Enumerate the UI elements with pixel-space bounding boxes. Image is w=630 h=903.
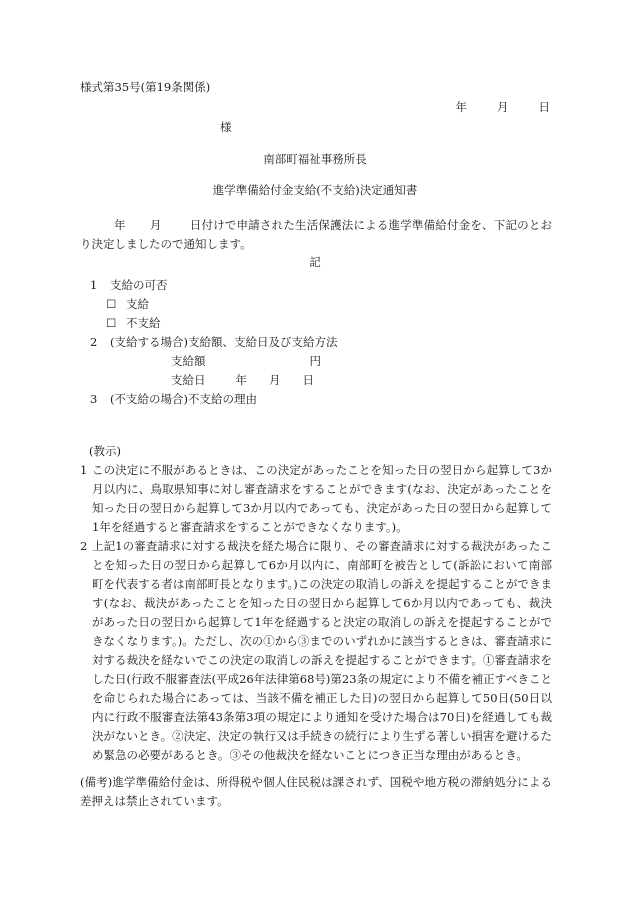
item-3-label: (不支給の場合)不支給の理由 [110, 392, 257, 406]
document-title: 進学準備給付金支給(不支給)決定通知書 [212, 183, 418, 197]
intro-year: 年 [114, 218, 126, 232]
paydate-year: 年 [235, 373, 247, 387]
issuer: 南部町福祉事務所長 [263, 152, 367, 166]
notice-paragraph-1 [80, 461, 552, 537]
item-1-label: 支給の可否 [110, 278, 168, 292]
checkbox-icon: ☐ [106, 297, 117, 311]
item-1-number: 1 [90, 278, 98, 292]
amount-label: 支給額 [171, 354, 206, 368]
paydate-month: 月 [269, 373, 281, 387]
option-pay-label: 支給 [126, 297, 149, 311]
paydate-day: 日 [302, 373, 314, 387]
item-3-number: 3 [90, 392, 98, 406]
intro-paragraph [80, 216, 552, 254]
issue-date [0, 98, 550, 117]
intro-text: 日付けで申請された生活保護法による進学準備給付金を、下記のとおり決定しましたので通知します。 [80, 218, 553, 251]
paydate-row [171, 371, 314, 390]
ki-heading: 記 [309, 255, 321, 269]
checkbox-icon: ☐ [106, 316, 117, 330]
notice-1-text: この決定に不服があるときは、この決定があったことを知った日の翌日から起算して3か月以内に、鳥取県知事に対し審査請求をすることができます(なお、決定があったことを知った日の翌日から起算して3か月以内であっても、決定があった日の翌日から起算して1年を経過すると審査請求をすることができなくなります。)。 [92, 463, 552, 534]
addressee-suffix: 様 [220, 120, 232, 134]
notice-2-text: 上記1の審査請求に対する裁決を経た場合に限り、その審査請求に対する裁決があったことを知った日の翌日から起算して6か月以内に、南部町を被告として(訴訟において南部町を代表する者は南部町長となります。)この決定の取消しの訴えを提起することができます(なお、裁決があったことを知った日の翌日から起算して6か月以内であっても、裁決があった日の翌日から起算して1年を経過すると決定の取消しの訴えを提起することができなくなります。)。ただし、次の①から③までのいずれかに該当するときは、審査請求に対する裁決を経ないでこの決定の取消しの訴えを提起することができます。①審査請求をした日(行政不服審査法(平成26年法律第68号)第23条の規定により不備を補正すべきことを命じられた場合にあっては、当該不備を補正した日)の翌日から起算して50日(50日以内に行政不服審査法第43条第3項の規定により通知を受けた場合は70日)を経過しても裁決がないとき。②決定、決定の執行又は手続きの続行により生ずる著しい損害を避けるため緊急の必要があるとき。③その他裁決を経ないことにつき正当な理由があるとき。 [92, 539, 552, 762]
paydate-label: 支給日 [171, 373, 206, 387]
notice-1-number: 1 [80, 463, 88, 477]
option-nopay-label: 不支給 [126, 316, 161, 330]
item-3 [90, 390, 257, 409]
item-2-label: (支給する場合)支給額、支給日及び支給方法 [110, 335, 338, 349]
item-2 [90, 333, 337, 352]
date-year: 年 [455, 100, 467, 114]
notice-2-number: 2 [80, 539, 88, 553]
date-month: 月 [497, 100, 509, 114]
amount-unit: 円 [309, 354, 321, 368]
form-number: 様式第35号(第19条関係) [80, 80, 211, 94]
item-2-number: 2 [90, 335, 98, 349]
notice-paragraph-2 [80, 537, 552, 765]
remarks: (備考)進学準備給付金は、所得税や個人住民税は課されず、国税や地方税の滞納処分による差押えは禁止されています。 [80, 775, 552, 808]
option-nopay [106, 314, 161, 333]
date-day: 日 [538, 100, 550, 114]
option-pay [106, 295, 149, 314]
intro-month: 月 [149, 218, 162, 232]
item-1 [90, 276, 168, 295]
amount-row [171, 352, 321, 371]
notice-heading: (教示) [89, 444, 121, 458]
